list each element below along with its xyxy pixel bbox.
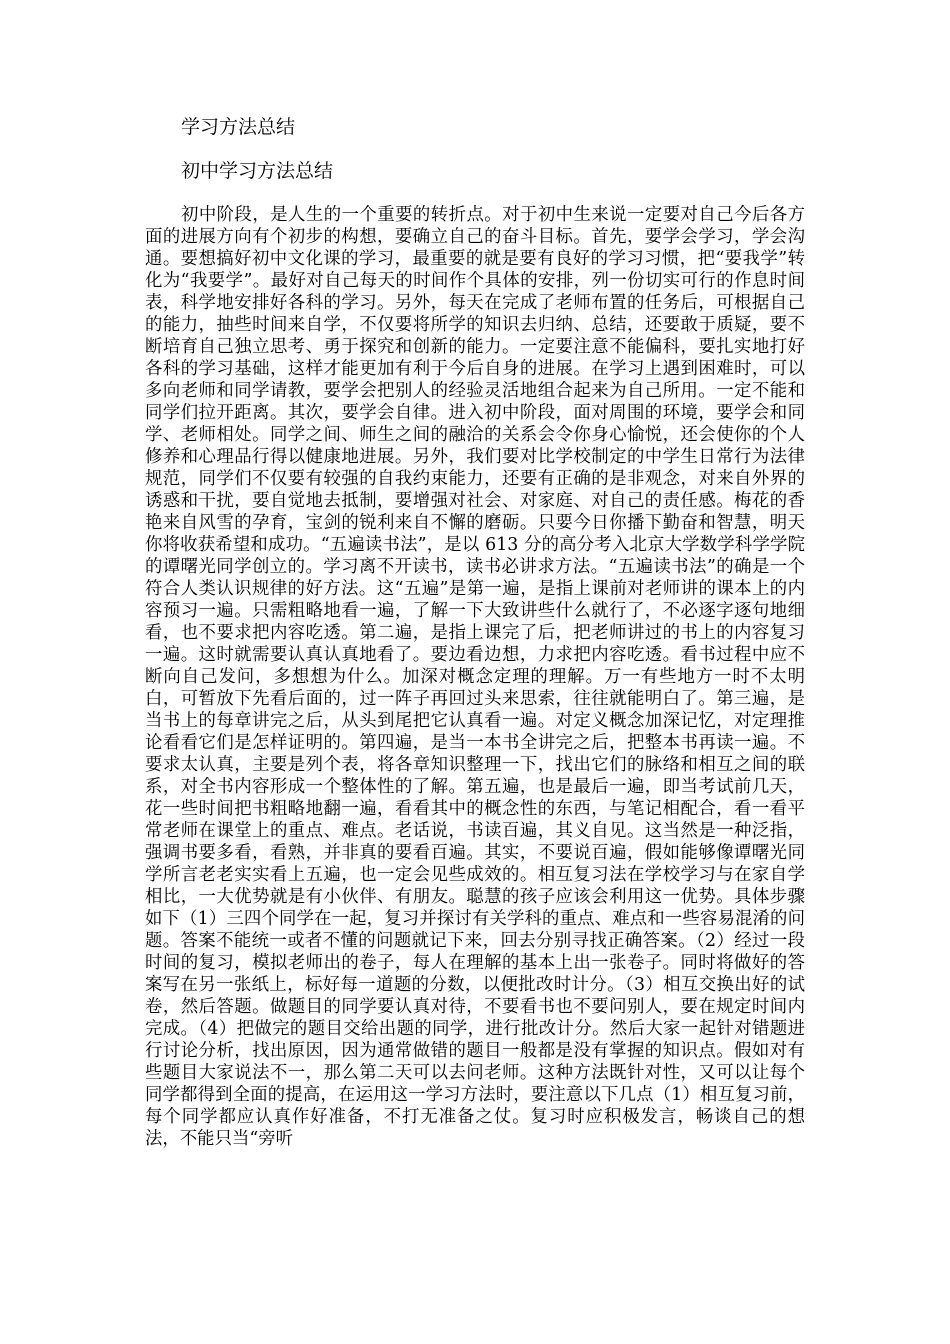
body-paragraph: 初中阶段，是人生的一个重要的转折点。对于初中生来说一定要对自己今后各方面的进展方向有个初步的构想，要确立自己的奋斗目标。首先，要学会学习，学会沟通。要想搞好初中文化课的学习，最重要的就是要有良好的学习习惯，把“要我学”转化为“我要学”。最好对自己每天的时间作个具体的安排，列一份切实可行的作息时间表，科学地安排好各科的学习。另外，每天在完成了老师布置的任务后，可根据自己的能力，抽些时间来自学，不仅要将所学的知识去归纳、总结，还要敢于质疑，要不断培育自己独立思考、勇于探究和创新的能力。一定要注意不能偏科，要扎实地打好各科的学习基础，这样才能更加有利于今后自身的进展。在学习上遇到困难时，可以多向老师和同学请教，要学会把别人的经验灵活地组合起来为自己所用。一定不能和同学们拉开距离。其次，要学会自律。进入初中阶段，面对周围的环境，要学会和同学、老师相处。同学之间、师生之间的融洽的关系会令你身心愉悦，还会使你的个人修养和心理品行得以健康地进展。另外，我们要对比学校制定的中学生日常行为法律规范，同学们不仅要有较强的自我约束能力，还要有正确的是非观念，对来自外界的诱惑和干扰，要自觉地去抵制，要增强对社会、对家庭、对自己的责任感。梅花的香艳来自风雪的孕育，宝剑的锐利来自不懈的磨砺。只要今日你播下勤奋和智慧，明天你将收获希望和成功。“五遍读书法”，是以 613 分的高分考入北京大学数学科学学院的谭曙光同学创立的。学习离不开读书，读书必讲求方法。“五遍读书法”的确是一个符合人类认识规律的好方法。这“五遍”是第一遍，是指上课前对老师讲的课本上的内容预习一遍。只需粗略地看一遍，了解一下大致讲些什么就行了，不必逐字逐句地细看，也不要求把内容吃透。第二遍，是指上课完了后，把老师讲过的书上的内容复习一遍。这时就需要认真认真地看了。要边看边想，力求把内容吃透。看书过程中应不断向自己发问，多想想为什么。加深对概念定理的理解。万一有些地方一时不太明白，可暂放下先看后面的，过一阵子再回过头来思索，往往就能明白了。第三遍，是当书上的每章讲完之后，从头到尾把它认真看一遍。对定义概念加深记忆，对定理推论看看它们是怎样证明的。第四遍，是当一本书全讲完之后，把整本书再读一遍。不要求太认真，主要是列个表，将各章知识整理一下，找出它们的脉络和相互之间的联系，对全书内容形成一个整体性的了解。第五遍，也是最后一遍，即当考试前几天，花一些时间把书粗略地翻一遍，看看其中的概念性的东西，与笔记相配合，看一看平常老师在课堂上的重点、难点。老话说，书读百遍，其义自见。这当然是一种泛指，强调书要多看，看熟，并非真的要看百遍。其实，不要说百遍，假如能够像谭曙光同学所言老老实实看上五遍，也一定会见些成效的。相互复习法在学校学习与在家自学相比，一大优势就是有小伙伴、有朋友。聪慧的孩子应该会利用这一优势。具体步骤如下（1）三四个同学在一起，复习并探讨有关学科的重点、难点和一些容易混淆的问题。答案不能统一或者不懂的问题就记下来，回去分别寻找正确答案。（2）经过一段时间的复习，模拟老师出的卷子，每人在理解的基本上出一张卷子。同时将做好的答案写在另一张纸上，标好每一道题的分数，以便批改时计分。（3）相互交换出好的试卷，然后答题。做题目的同学要认真对待，不要看书也不要问别人，要在规定时间内完成。（4）把做完的题目交给出题的同学，进行批改计分。然后大家一起针对错题进行讨论分析，找出原因，因为通常做错的题目一般都是没有掌握的知识点。假如对有些题目大家说法不一，那么第二天可以去问老师。这种方法既针对性，又可以让每个同学都得到全面的提高，在运用这一学习方法时，要注意以下几点（1）相互复习前，每个同学都应认真作好准备，不打无准备之仗。复习时应积极发言，畅谈自己的想法，不能只当“旁听 [145,205,805,1149]
document-subtitle: 初中学习方法总结 [181,160,334,182]
document-title: 学习方法总结 [181,116,296,138]
